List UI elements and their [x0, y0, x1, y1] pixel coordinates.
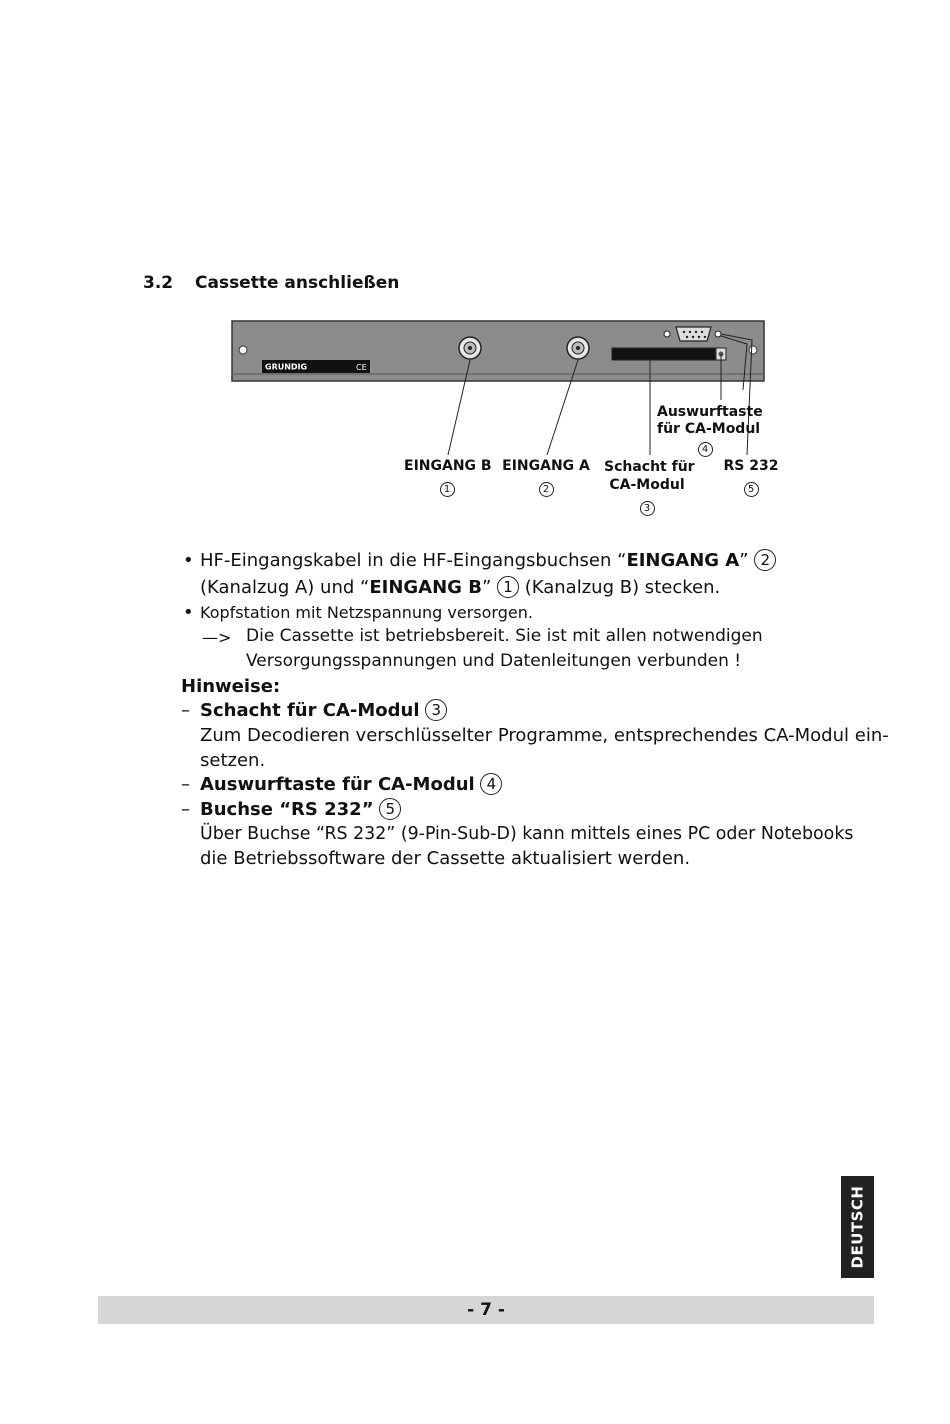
bullet-1-text-b: ”: [739, 550, 749, 571]
note-1-title-line: [200, 698, 447, 723]
note-3-dash: –: [181, 799, 190, 820]
result-line1: Die Cassette ist betriebsbereit. Sie ist mit allen notwendigen: [246, 626, 763, 646]
note-2-dash: –: [181, 774, 190, 795]
note-1-line1: Zum Decodieren verschlüsselter Programme, entsprechendes CA-Modul ein-: [200, 725, 889, 746]
note-3-title-line: [200, 797, 401, 822]
note-3-title: Buchse “RS 232”: [200, 799, 374, 820]
bullet-1-bold-a: EINGANG A: [626, 550, 740, 571]
bullet-1-line2: [200, 575, 720, 600]
section-title: Cassette anschließen: [195, 273, 400, 293]
bullet-1-text-c: (Kanalzug A) und “: [200, 577, 370, 598]
device-rear-panel-diagram: [0, 0, 950, 530]
bullet-1-text-d: ”: [481, 577, 492, 598]
bullet-1-text-e: (Kanalzug B) stecken.: [524, 577, 721, 598]
grundig-logo: GRUNDIG: [265, 362, 308, 372]
note-1-line2: setzen.: [200, 750, 266, 771]
label-rs232-text: RS 232: [723, 458, 779, 474]
label-auswurf-line2: für CA-Modul: [657, 421, 761, 437]
label-auswurf: [657, 404, 763, 457]
language-tab-label: DEUTSCH: [848, 1185, 867, 1269]
label-schacht-line2: CA-Modul: [609, 477, 685, 493]
notes-heading: Hinweise:: [181, 676, 281, 697]
mounting-hole-right: [749, 346, 757, 354]
label-schacht-number: 3: [640, 501, 655, 516]
label-auswurf-line1: Auswurftaste: [657, 404, 763, 420]
label-eingang-a-number: 2: [539, 482, 554, 497]
bullet-1-number-b: 1: [497, 576, 519, 598]
label-eingang-b: [404, 458, 490, 497]
label-schacht-line1: Schacht für: [604, 459, 695, 475]
section-number: 3.2: [143, 273, 174, 293]
note-3-line2: die Betriebssoftware der Cassette aktualisiert werden.: [200, 848, 691, 869]
connector-eingang-a-icon: [567, 337, 589, 359]
bullet-2-mark: •: [183, 602, 194, 623]
note-3-number: 5: [379, 798, 401, 820]
label-eingang-a: [502, 458, 590, 497]
connector-eingang-b-icon: [459, 337, 481, 359]
note-3-line1: Über Buchse “RS 232” (9-Pin-Sub-D) kann mittels eines PC oder Notebooks: [200, 824, 854, 844]
ce-mark: CE: [356, 363, 367, 372]
note-1-number: 3: [425, 699, 447, 721]
bullet-2-text: Kopfstation mit Netzspannung versorgen.: [200, 603, 533, 622]
label-rs232-number: 5: [744, 482, 759, 497]
result-arrow: —>: [202, 628, 232, 647]
ca-module-slot: [612, 348, 715, 360]
page-number: - 7 -: [467, 1300, 505, 1320]
bullet-1-bold-b: EINGANG B: [369, 577, 482, 598]
bullet-1-mark: •: [183, 550, 194, 571]
language-tab: [841, 1176, 874, 1278]
bullet-1-number-a: 2: [754, 549, 776, 571]
label-auswurf-number: 4: [698, 442, 713, 457]
bullet-1-text-a: HF-Eingangskabel in die HF-Eingangsbuchsen “: [200, 550, 627, 571]
label-rs232: [722, 458, 780, 497]
label-eingang-a-text: EINGANG A: [502, 458, 590, 474]
note-1-title: Schacht für CA-Modul: [200, 700, 420, 721]
note-2-number: 4: [480, 773, 502, 795]
note-2-title: Auswurftaste für CA-Modul: [200, 774, 475, 795]
label-schacht: [604, 458, 695, 516]
mounting-hole-left: [239, 346, 247, 354]
label-eingang-b-text: EINGANG B: [404, 458, 492, 474]
result-line2: Versorgungsspannungen und Datenleitungen verbunden !: [246, 651, 742, 671]
page-footer: [98, 1296, 874, 1324]
note-1-dash: –: [181, 700, 190, 721]
note-2-title-line: [200, 772, 502, 797]
label-eingang-b-number: 1: [440, 482, 455, 497]
bullet-1-line1: [200, 548, 776, 573]
